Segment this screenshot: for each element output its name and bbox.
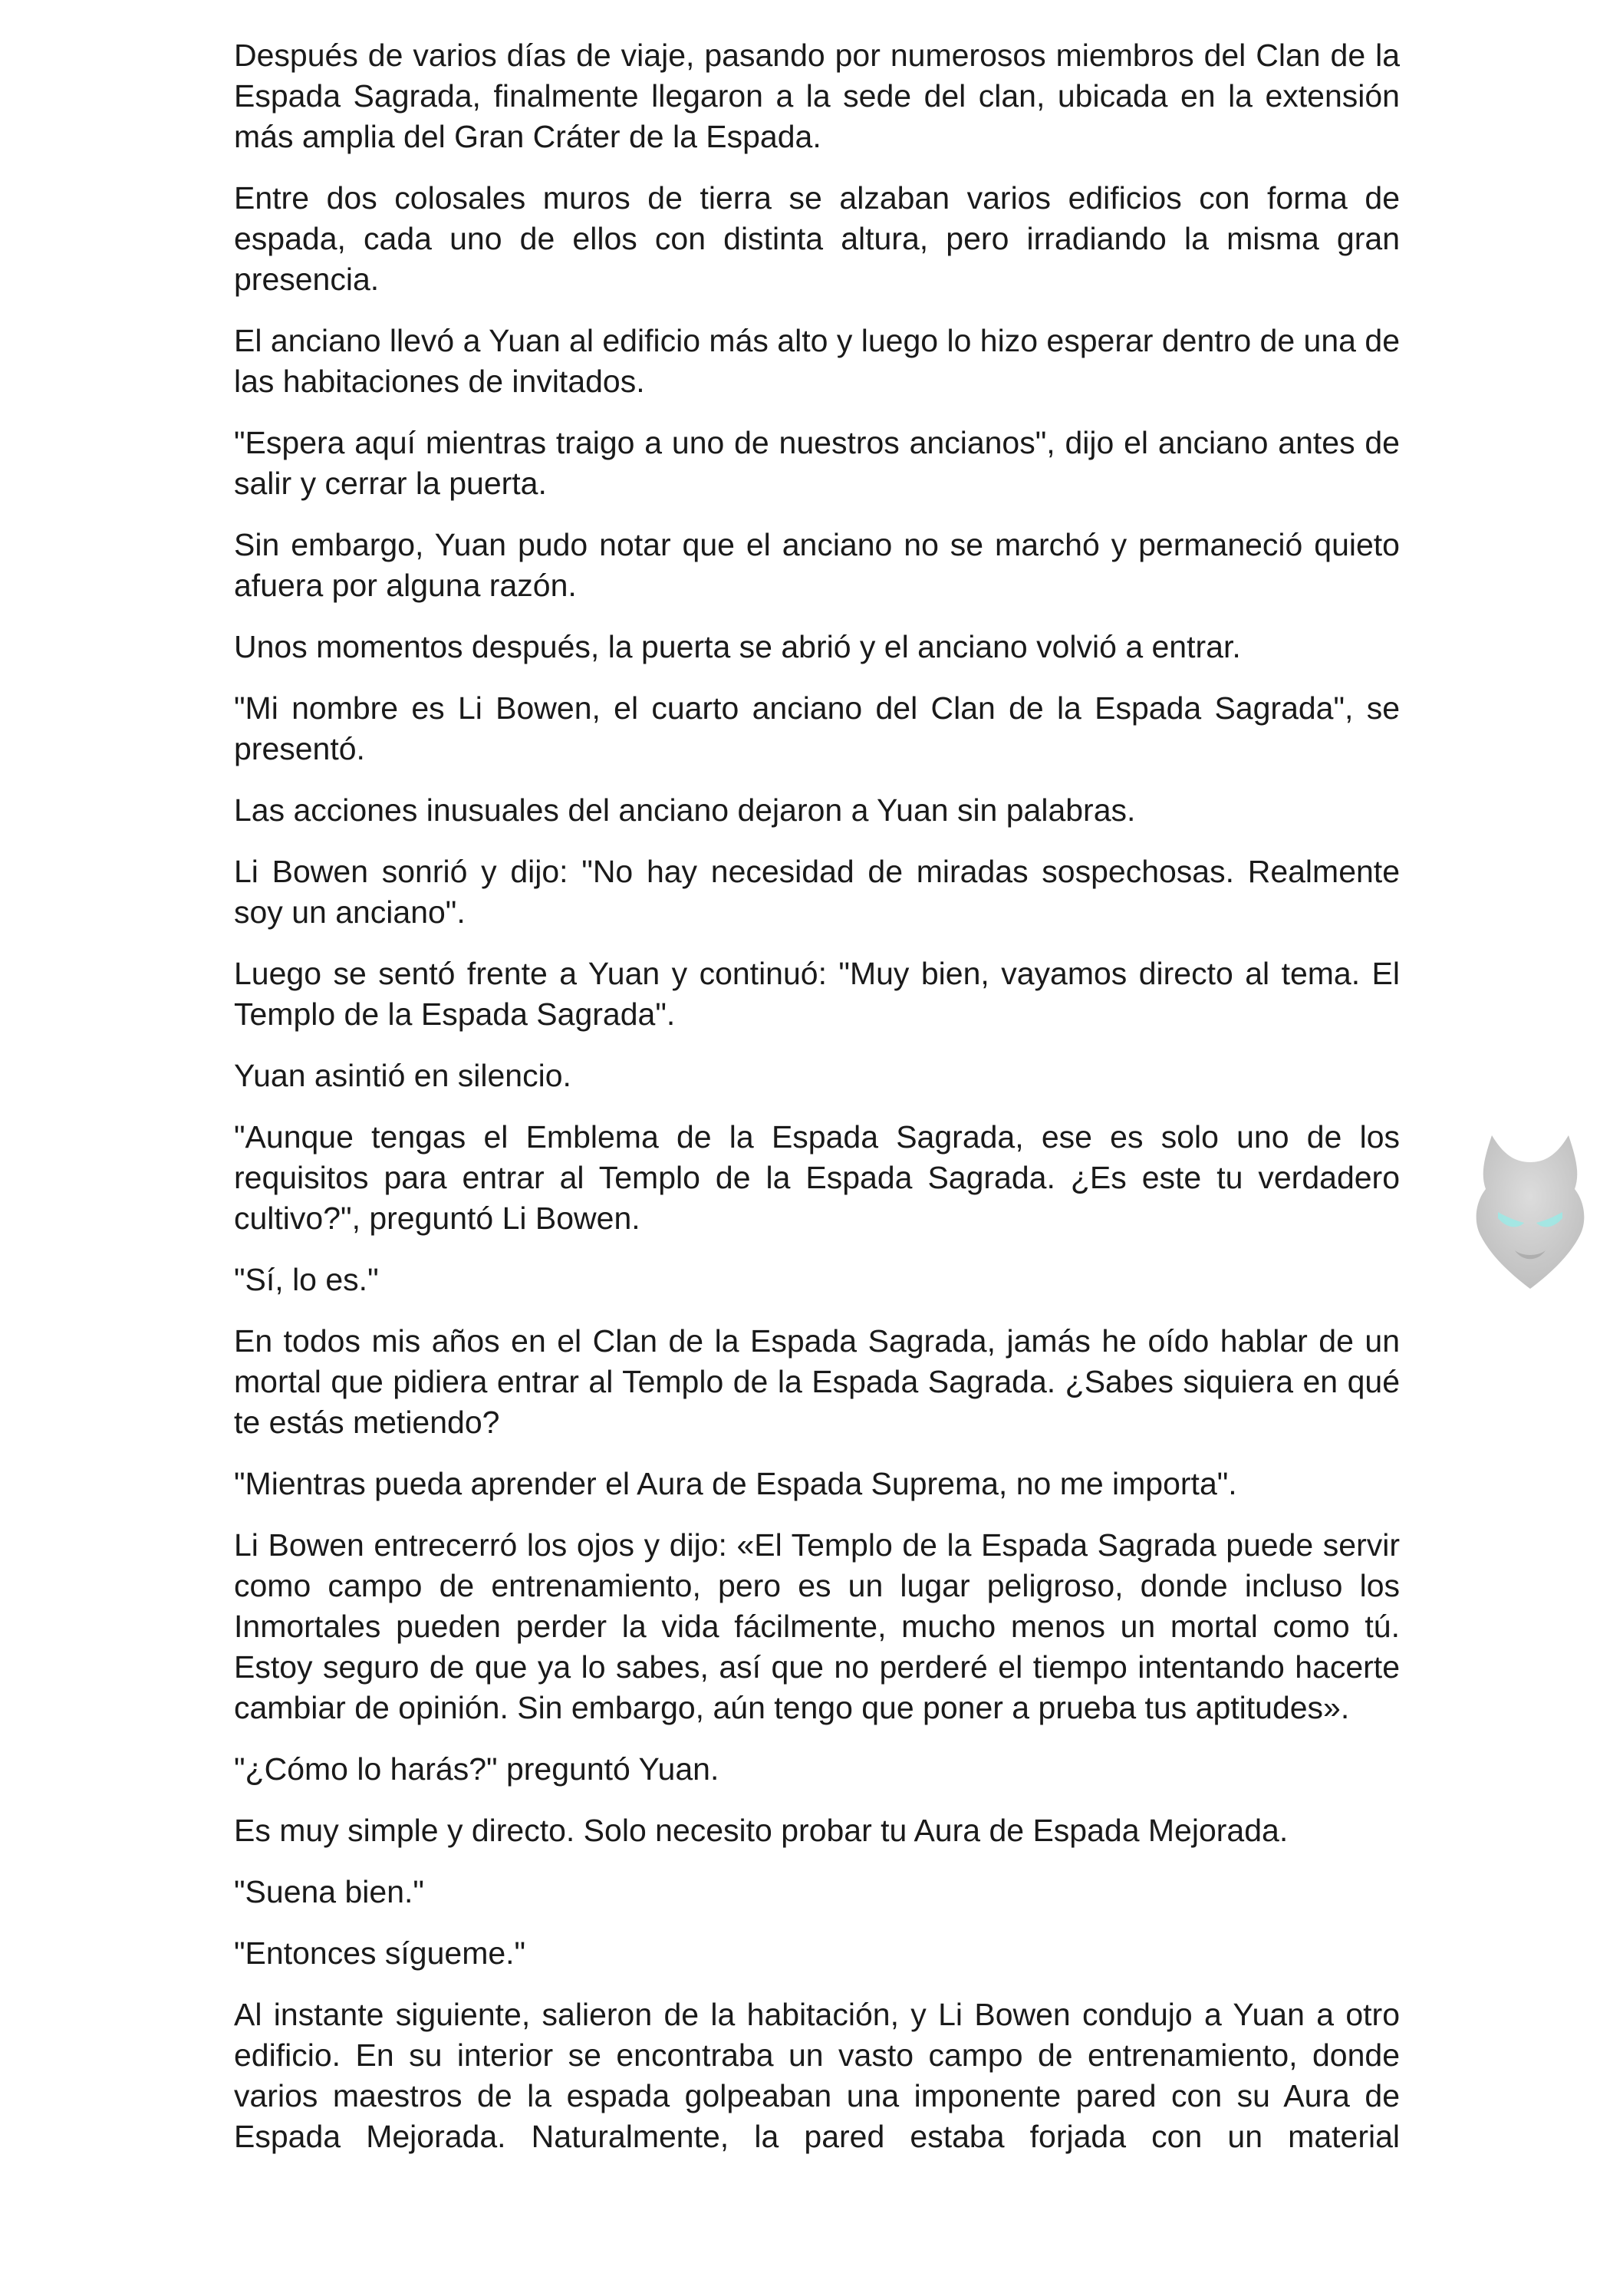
paragraph-21: Al instante siguiente, salieron de la habitación, y Li Bowen condujo a Yuan a otro edificio. En su interior se encontraba un vasto campo de entrenamiento, donde varios maestros de la espada golpeaban una imponente pared con su Aura de Espada Mejorada. Naturalmente, la pared estaba forjada con un material [234, 1997, 1400, 2154]
paragraph-1: Después de varios días de viaje, pasando por numerosos miembros del Clan de la Espada Sagrada, finalmente llegaron a la sede del clan, ubicada en la extensión más amplia del Gran Cráter de la Espada. [234, 38, 1400, 154]
paragraph-16: Li Bowen entrecerró los ojos y dijo: «El Templo de la Espada Sagrada puede servir como campo de entrenamiento, pero es un lugar peligroso, donde incluso los Inmortales pueden perder la vida fácilmente, mucho menos un mortal como tú. Estoy seguro de que ya lo sabes, así que no perderé el tiempo intentando hacerte cambiar de opinión. Sin embargo, aún tengo que poner a prueba tus aptitudes». [234, 1527, 1400, 1725]
paragraph-6: Unos momentos después, la puerta se abrió y el anciano volvió a entrar. [234, 629, 1241, 664]
paragraph-9: Li Bowen sonrió y dijo: "No hay necesidad de miradas sospechosas. Realmente soy un anciano". [234, 854, 1400, 930]
paragraph-5: Sin embargo, Yuan pudo notar que el anciano no se marchó y permaneció quieto afuera por alguna razón. [234, 527, 1400, 603]
paragraph-13: "Sí, lo es." [234, 1262, 379, 1297]
paragraph-15: "Mientras pueda aprender el Aura de Espada Suprema, no me importa". [234, 1466, 1237, 1501]
paragraph-12: "Aunque tengas el Emblema de la Espada Sagrada, ese es solo uno de los requisitos para entrar al Templo de la Espada Sagrada. ¿Es este tu verdadero cultivo?", preguntó Li Bowen. [234, 1119, 1400, 1236]
paragraph-20: "Entonces sígueme." [234, 1935, 526, 1971]
paragraph-4: "Espera aquí mientras traigo a uno de nuestros ancianos", dijo el anciano antes de salir y cerrar la puerta. [234, 425, 1400, 501]
paragraph-18: Es muy simple y directo. Solo necesito probar tu Aura de Espada Mejorada. [234, 1813, 1289, 1848]
paragraph-3: El anciano llevó a Yuan al edificio más alto y luego lo hizo esperar dentro de una de las habitaciones de invitados. [234, 323, 1400, 399]
paragraph-11: Yuan asintió en silencio. [234, 1058, 571, 1093]
paragraph-19: "Suena bien." [234, 1874, 424, 1909]
paragraph-8: Las acciones inusuales del anciano dejaron a Yuan sin palabras. [234, 792, 1136, 828]
document-page [234, 35, 1400, 2178]
demon-head-icon [1461, 1128, 1599, 1296]
paragraph-2: Entre dos colosales muros de tierra se alzaban varios edificios con forma de espada, cada uno de ellos con distinta altura, pero irradiando la misma gran presencia. [234, 180, 1400, 297]
paragraph-14: En todos mis años en el Clan de la Espada Sagrada, jamás he oído hablar de un mortal que pidiera entrar al Templo de la Espada Sagrada. ¿Sabes siquiera en qué te estás metiendo? [234, 1323, 1400, 1440]
paragraph-7: "Mi nombre es Li Bowen, el cuarto anciano del Clan de la Espada Sagrada", se presentó. [234, 690, 1400, 766]
paragraph-10: Luego se sentó frente a Yuan y continuó: "Muy bien, vayamos directo al tema. El Templo de la Espada Sagrada". [234, 956, 1400, 1032]
paragraph-17: "¿Cómo lo harás?" preguntó Yuan. [234, 1751, 719, 1787]
